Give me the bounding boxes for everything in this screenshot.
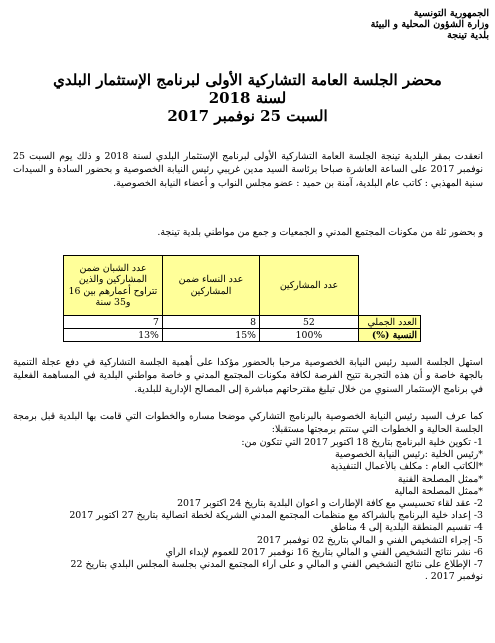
header-municipality: بلدية تينجة [447, 30, 489, 41]
row-label-ratio: النسبة (%) [358, 329, 420, 342]
list-item: 2- عقد لقاء تحسيسي مع كافة الإطارات و أعوان البلدية بتاريخ 24 أكتوبر 2017 [177, 498, 483, 510]
list-item: نوفمبر 2017 . [424, 571, 483, 583]
title-line-2: لسنة 2018 [208, 89, 287, 107]
program-paragraph: كما عرف السيد رئيس النيابة الخصوصية بالبرنامج التشاركي موضحا مساره والخطوات التي قامت بها البلدية قبل برمجة الجلسة الحالية و الخطوات التي ستتم برمجتها مستقبلا: [13, 411, 483, 436]
cell-total-women: 8 [162, 316, 259, 329]
row-label-total: العدد الجملي [358, 316, 420, 329]
list-item: *رئيس الخلية :رئيس النيابة الخصوصية [335, 449, 483, 461]
list-item: 5- إجراء التشخيص الفني و المالي بتاريخ 02 نوفمبر 2017 [257, 534, 483, 546]
col-header-participants: عدد المشاركين [260, 256, 359, 316]
cell-ratio-youth: 13% [64, 329, 163, 342]
list-item: 1- تكوين خلية البرنامج بتاريخ 18 أكتوبر 2017 التي تتكون من: [241, 437, 483, 448]
list-item: 7- الإطلاع على نتائج التشخيص الفني و المالي و على آراء المجتمع المدني بجلسة المجلس البلدي بتاريخ 22 [70, 559, 483, 571]
attendance-paragraph: و بحضور ثلة من مكونات المجتمع المدني و الجمعيات و جمع من مواطني بلدية تينجة. [157, 227, 483, 238]
title-line-1: محضر الجلسة العامة التشاركية الأولى لبرنامج الإستثمار البلدي [53, 71, 442, 89]
list-item: 3- إعداد خلية البرنامج بالشراكة مع منظمات المجتمع المدني الشريكة لخطة اتصالية بتاريخ 27 أكتوبر 2017 [69, 510, 483, 522]
header-country: الجمهورية التونسية [413, 8, 489, 19]
cell-ratio-women: 15% [162, 329, 259, 342]
list-item: *الكاتب العام : مكلف بالأعمال التنفيذية [330, 461, 483, 473]
attendance-table [63, 255, 421, 342]
list-item: *ممثل المصلحة الفنية [397, 473, 483, 485]
list-item: 6- نشر نتائج التشخيص الفني و المالي بتاريخ 16 نوفمبر 2017 للعموم لإبداء الرأي [165, 546, 483, 558]
ministry-header [289, 8, 489, 41]
cell-ratio-participants: 100% [260, 329, 359, 342]
header-ministry: وزارة الشؤون المحلية و البيئة [370, 19, 489, 30]
table-row [64, 329, 421, 342]
title-line-3: السبت 25 نوفمبر 2017 [167, 107, 328, 125]
cell-total-youth: 7 [64, 316, 163, 329]
table-header-row [64, 256, 421, 316]
table-row [64, 316, 421, 329]
cell-total-participants: 52 [260, 316, 359, 329]
col-header-youth: عدد الشبان ضمن المشاركين والذين تتراوح أعمارهم بين 16 و35 سنة [64, 256, 163, 316]
opening-paragraph: استهل الجلسة السيد رئيس النيابة الخصوصية مرحبا بالحضور مؤكدا على أهمية الجلسة التشاركية في دفع عجلة التنمية بالجهة خاصة و أن هذه التجربة تتيح الفرصة لكافة مكونات المجتمع المدني و خاصة مواطني البلدية في المساهمة الفعلية في برنامج الإستثمار السنوي من خلال تبليغ مقترحاتهم مباشرة إلى المصالح الإدارية للبلدية. [13, 357, 483, 395]
col-header-women: عدد النساء ضمن المشاركين [162, 256, 259, 316]
list-item: 4- تقسيم المنطقة البلدية إلى 4 مناطق [330, 522, 483, 534]
document-title [0, 71, 495, 125]
steps-list [11, 437, 483, 583]
intro-paragraph: انعقدت بمقر البلدية تينجة الجلسة العامة التشاركية الأولى لبرنامج الإستثمار البلدي لسنة 2018 و ذلك يوم السبت 25 نوفمبر 2017 على الساعة العاشرة صباحا برئاسة السيد مدين غريبي رئيس النيابة الخصوصية و بحضور السادة و السيدات سنية المهذبي : كاتب عام البلدية، آمنة بن حميد : عضو مجلس النواب و أعضاء النيابة الخصوصية. [13, 151, 484, 189]
list-item: *ممثل المصلحة المالية [394, 485, 483, 497]
